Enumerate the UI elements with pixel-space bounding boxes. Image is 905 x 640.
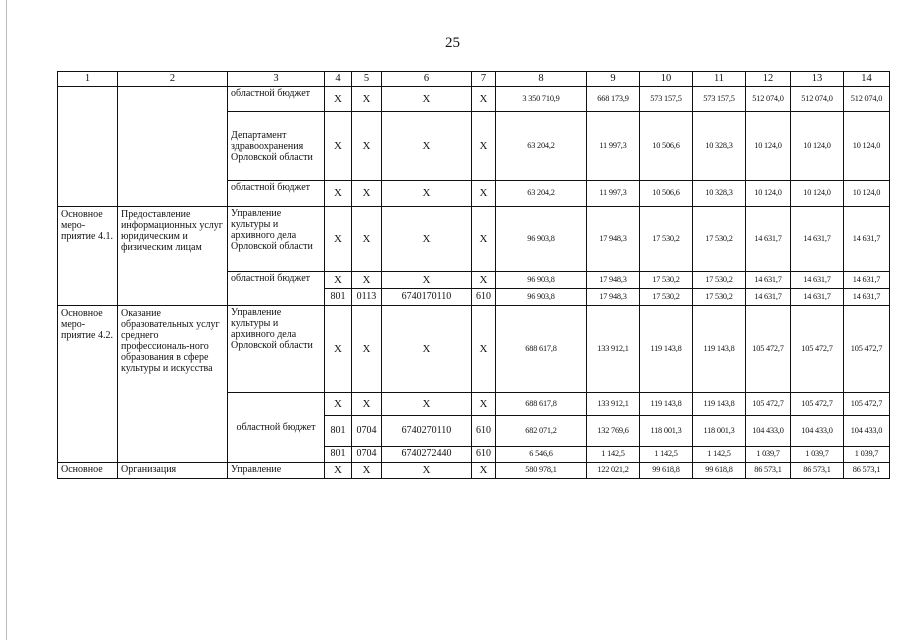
value-cell: 10 506,6	[640, 112, 693, 181]
value-cell: 99 618,8	[693, 463, 746, 479]
value-cell: 682 071,2	[496, 416, 587, 447]
value-cell: 104 433,0	[844, 416, 890, 447]
expense-type-code: 610	[472, 416, 496, 447]
x-mark: X	[472, 272, 496, 289]
event-name-cell: Организация	[118, 463, 228, 479]
value-cell: 17 948,3	[587, 207, 640, 272]
executor-cell: областной бюджет	[228, 87, 325, 112]
x-mark: X	[382, 181, 472, 207]
event-cell-empty	[58, 87, 118, 207]
x-mark: X	[472, 393, 496, 416]
value-cell: 119 143,8	[693, 306, 746, 393]
page-number: 25	[445, 35, 460, 51]
x-mark: X	[352, 306, 382, 393]
executor-cell: Управление	[228, 463, 325, 479]
x-mark: X	[352, 181, 382, 207]
table-row	[58, 463, 890, 479]
col-num: 6	[382, 72, 472, 87]
value-cell: 86 573,1	[791, 463, 844, 479]
value-cell: 122 021,2	[587, 463, 640, 479]
value-cell: 105 472,7	[746, 306, 791, 393]
x-mark: X	[352, 207, 382, 272]
value-cell: 17 530,2	[693, 272, 746, 289]
x-mark: X	[472, 181, 496, 207]
value-cell: 10 506,6	[640, 181, 693, 207]
col-num: 5	[352, 72, 382, 87]
value-cell: 688 617,8	[496, 393, 587, 416]
value-cell: 63 204,2	[496, 181, 587, 207]
value-cell: 10 124,0	[844, 112, 890, 181]
value-cell: 3 350 710,9	[496, 87, 587, 112]
value-cell: 118 001,3	[693, 416, 746, 447]
value-cell: 105 472,7	[746, 393, 791, 416]
value-cell: 99 618,8	[640, 463, 693, 479]
value-cell: 132 769,6	[587, 416, 640, 447]
event-name-cell: Оказание образовательных услуг среднего профессиональ-ного образования в сфере культуры и искусства	[118, 306, 228, 463]
value-cell: 119 143,8	[640, 393, 693, 416]
value-cell: 1 142,5	[693, 447, 746, 463]
value-cell: 14 631,7	[844, 272, 890, 289]
value-cell: 63 204,2	[496, 112, 587, 181]
page-left-edge-line	[6, 0, 7, 640]
value-cell: 14 631,7	[746, 207, 791, 272]
value-cell: 512 074,0	[844, 87, 890, 112]
column-numbers-row	[58, 72, 890, 87]
value-cell: 14 631,7	[791, 207, 844, 272]
x-mark: X	[382, 207, 472, 272]
value-cell: 118 001,3	[640, 416, 693, 447]
col-num: 3	[228, 72, 325, 87]
section-code: 0704	[352, 416, 382, 447]
expense-type-code: 610	[472, 447, 496, 463]
x-mark: X	[325, 306, 352, 393]
x-mark: X	[325, 272, 352, 289]
value-cell: 6 546,6	[496, 447, 587, 463]
x-mark: X	[352, 112, 382, 181]
col-num: 8	[496, 72, 587, 87]
executor-cell: областной бюджет	[228, 393, 325, 463]
col-num: 12	[746, 72, 791, 87]
x-mark: X	[382, 87, 472, 112]
section-code: 0113	[352, 289, 382, 306]
value-cell: 1 039,7	[746, 447, 791, 463]
target-article-code: 6740272440	[382, 447, 472, 463]
x-mark: X	[472, 306, 496, 393]
col-num: 4	[325, 72, 352, 87]
value-cell: 17 530,2	[693, 207, 746, 272]
value-cell: 104 433,0	[791, 416, 844, 447]
col-num: 2	[118, 72, 228, 87]
x-mark: X	[325, 87, 352, 112]
col-num: 14	[844, 72, 890, 87]
value-cell: 580 978,1	[496, 463, 587, 479]
event-number-cell: Основное меро-приятие 4.1.	[58, 207, 118, 306]
value-cell: 96 903,8	[496, 289, 587, 306]
value-cell: 119 143,8	[640, 306, 693, 393]
table-row	[58, 207, 890, 272]
value-cell: 14 631,7	[844, 207, 890, 272]
x-mark: X	[325, 112, 352, 181]
value-cell: 14 631,7	[791, 272, 844, 289]
value-cell: 668 173,9	[587, 87, 640, 112]
x-mark: X	[472, 463, 496, 479]
value-cell: 86 573,1	[844, 463, 890, 479]
value-cell: 14 631,7	[746, 272, 791, 289]
col-num: 9	[587, 72, 640, 87]
value-cell: 10 124,0	[844, 181, 890, 207]
value-cell: 1 142,5	[587, 447, 640, 463]
value-cell: 14 631,7	[844, 289, 890, 306]
event-name-cell-empty	[118, 87, 228, 207]
value-cell: 17 530,2	[640, 207, 693, 272]
x-mark: X	[325, 207, 352, 272]
value-cell: 17 948,3	[587, 289, 640, 306]
value-cell: 688 617,8	[496, 306, 587, 393]
value-cell: 573 157,5	[640, 87, 693, 112]
ministry-code: 801	[325, 447, 352, 463]
value-cell: 1 039,7	[791, 447, 844, 463]
value-cell: 512 074,0	[746, 87, 791, 112]
ministry-code: 801	[325, 416, 352, 447]
executor-cell: Управление культуры и архивного дела Орловской области	[228, 306, 325, 393]
value-cell: 105 472,7	[791, 306, 844, 393]
x-mark: X	[472, 87, 496, 112]
executor-cell: Управление культуры и архивного дела Орловской области	[228, 207, 325, 272]
x-mark: X	[382, 272, 472, 289]
value-cell: 17 948,3	[587, 272, 640, 289]
value-cell: 10 124,0	[746, 112, 791, 181]
x-mark: X	[352, 393, 382, 416]
value-cell: 133 912,1	[587, 393, 640, 416]
col-num: 13	[791, 72, 844, 87]
value-cell: 105 472,7	[791, 393, 844, 416]
target-article-code: 6740270110	[382, 416, 472, 447]
col-num: 10	[640, 72, 693, 87]
value-cell: 105 472,7	[844, 306, 890, 393]
x-mark: X	[382, 306, 472, 393]
x-mark: X	[472, 207, 496, 272]
x-mark: X	[352, 272, 382, 289]
executor-cell: Департамент здравоохранения Орловской области	[228, 112, 325, 181]
value-cell: 96 903,8	[496, 207, 587, 272]
x-mark: X	[352, 463, 382, 479]
value-cell: 17 530,2	[640, 289, 693, 306]
x-mark: X	[352, 87, 382, 112]
event-number-cell: Основное	[58, 463, 118, 479]
section-code: 0704	[352, 447, 382, 463]
x-mark: X	[325, 393, 352, 416]
x-mark: X	[472, 112, 496, 181]
value-cell: 10 124,0	[791, 112, 844, 181]
ministry-code: 801	[325, 289, 352, 306]
value-cell: 10 124,0	[791, 181, 844, 207]
value-cell: 1 039,7	[844, 447, 890, 463]
x-mark: X	[382, 393, 472, 416]
col-num: 11	[693, 72, 746, 87]
expense-type-code: 610	[472, 289, 496, 306]
value-cell: 512 074,0	[791, 87, 844, 112]
value-cell: 119 143,8	[693, 393, 746, 416]
value-cell: 10 124,0	[746, 181, 791, 207]
x-mark: X	[325, 181, 352, 207]
table-row	[58, 87, 890, 112]
x-mark: X	[325, 463, 352, 479]
x-mark: X	[382, 463, 472, 479]
budget-table	[57, 71, 890, 479]
value-cell: 17 530,2	[640, 272, 693, 289]
value-cell: 133 912,1	[587, 306, 640, 393]
event-name-cell: Предоставление информационных услуг юридическим и физическим лицам	[118, 207, 228, 306]
x-mark: X	[382, 112, 472, 181]
event-number-cell: Основное меро-приятие 4.2.	[58, 306, 118, 463]
value-cell: 1 142,5	[640, 447, 693, 463]
col-num: 7	[472, 72, 496, 87]
value-cell: 104 433,0	[746, 416, 791, 447]
executor-cell: областной бюджет	[228, 181, 325, 207]
value-cell: 573 157,5	[693, 87, 746, 112]
executor-cell: областной бюджет	[228, 272, 325, 306]
value-cell: 11 997,3	[587, 181, 640, 207]
col-num: 1	[58, 72, 118, 87]
target-article-code: 6740170110	[382, 289, 472, 306]
value-cell: 105 472,7	[844, 393, 890, 416]
value-cell: 96 903,8	[496, 272, 587, 289]
value-cell: 86 573,1	[746, 463, 791, 479]
value-cell: 10 328,3	[693, 112, 746, 181]
value-cell: 11 997,3	[587, 112, 640, 181]
value-cell: 14 631,7	[791, 289, 844, 306]
value-cell: 10 328,3	[693, 181, 746, 207]
table-row	[58, 306, 890, 393]
value-cell: 17 530,2	[693, 289, 746, 306]
value-cell: 14 631,7	[746, 289, 791, 306]
